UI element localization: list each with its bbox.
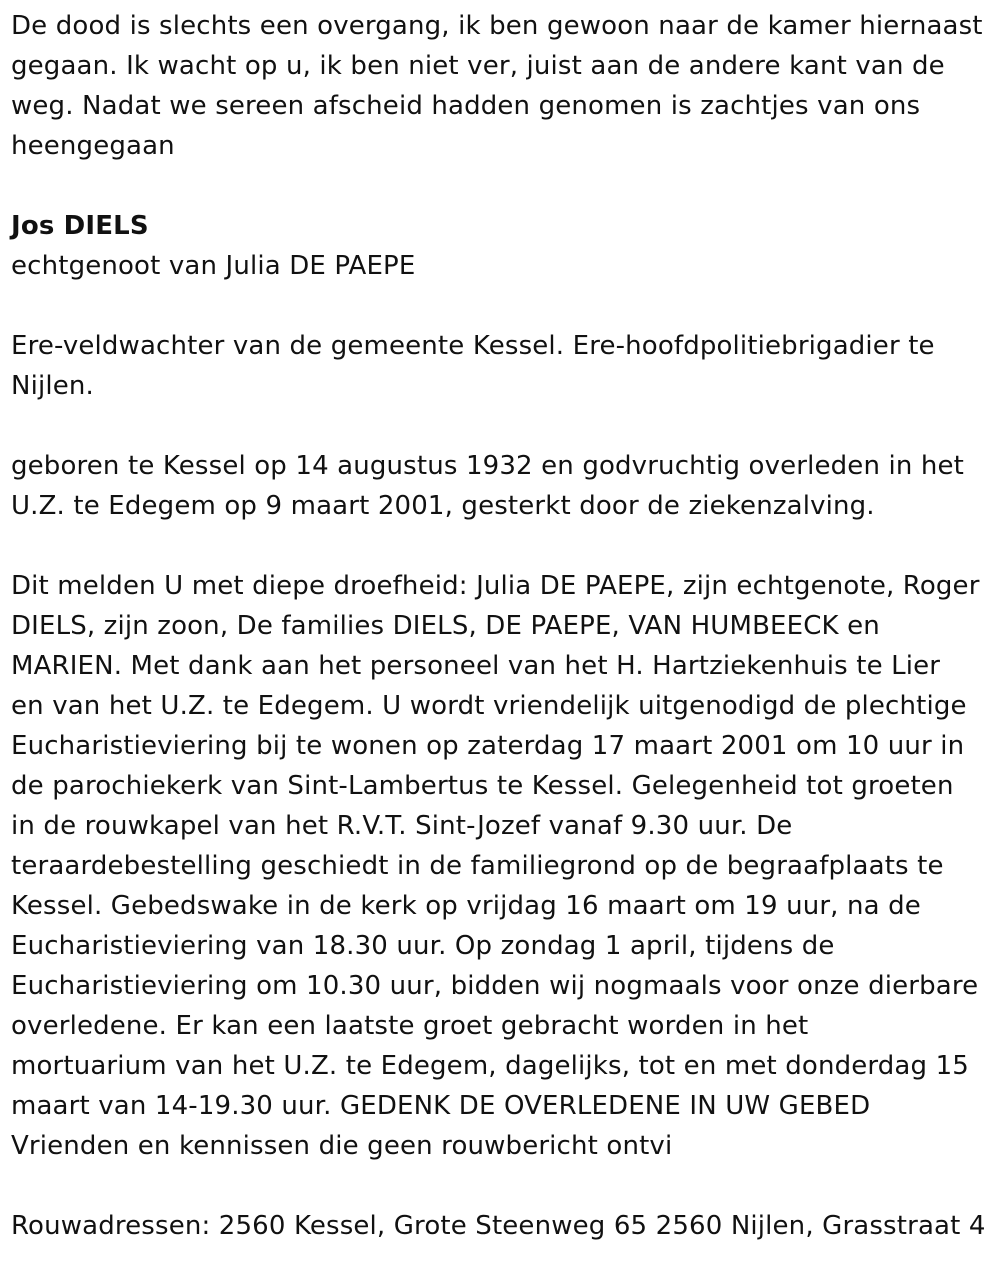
announcement-line: in de rouwkapel van het R.V.T. Sint-Jozef vanaf 9.30 uur. De — [11, 811, 793, 841]
announcement-line: Kessel. Gebedswake in de kerk op vrijdag 16 maart om 19 uur, na de — [11, 891, 921, 921]
announcement-line: teraardebestelling geschiedt in de familiegrond op de begraafplaats te — [11, 851, 944, 881]
announcement-line: Vrienden en kennissen die geen rouwbericht ontvi — [11, 1131, 673, 1161]
announcement-line: DIELS, zijn zoon, De families DIELS, DE PAEPE, VAN HUMBEECK en — [11, 611, 880, 641]
intro-line: heengegaan — [11, 131, 175, 161]
birth-death-paragraph — [11, 446, 990, 526]
announcement-line: de parochiekerk van Sint-Lambertus te Kessel. Gelegenheid tot groeten — [11, 771, 954, 801]
intro-line: De dood is slechts een overgang, ik ben gewoon naar de kamer hiernaast — [11, 11, 983, 41]
announcement-line: en van het U.Z. te Edegem. U wordt vriendelijk uitgenodigd de plechtige — [11, 691, 967, 721]
occupation-line: Ere-veldwachter van de gemeente Kessel. Ere-hoofdpolitiebrigadier te — [11, 331, 935, 361]
announcement-line: Dit melden U met diepe droefheid: Julia DE PAEPE, zijn echtgenote, Roger — [11, 571, 980, 601]
addresses-line: Rouwadressen: 2560 Kessel, Grote Steenweg 65 2560 Nijlen, Grasstraat 4 — [11, 1211, 986, 1241]
announcement-line: maart van 14-19.30 uur. GEDENK DE OVERLEDENE IN UW GEBED — [11, 1091, 871, 1121]
deceased-name: Jos DIELS — [11, 211, 149, 241]
announcement-line: overledene. Er kan een laatste groet gebracht worden in het — [11, 1011, 809, 1041]
birth-death-line: geboren te Kessel op 14 augustus 1932 en godvruchtig overleden in het — [11, 451, 965, 481]
birth-death-line: U.Z. te Edegem op 9 maart 2001, gesterkt door de ziekenzalving. — [11, 491, 875, 521]
spouse-line: echtgenoot van Julia DE PAEPE — [11, 251, 416, 281]
occupation-line: Nijlen. — [11, 371, 94, 401]
announcement-line: Eucharistieviering bij te wonen op zaterdag 17 maart 2001 om 10 uur in — [11, 731, 965, 761]
intro-paragraph — [11, 6, 990, 166]
announcement-line: Eucharistieviering om 10.30 uur, bidden wij nogmaals voor onze dierbare — [11, 971, 979, 1001]
intro-line: gegaan. Ik wacht op u, ik ben niet ver, juist aan de andere kant van de — [11, 51, 945, 81]
announcement-paragraph — [11, 566, 990, 1166]
intro-line: weg. Nadat we sereen afscheid hadden genomen is zachtjes van ons — [11, 91, 921, 121]
announcement-line: MARIEN. Met dank aan het personeel van het H. Hartziekenhuis te Lier — [11, 651, 941, 681]
occupation-paragraph — [11, 326, 990, 406]
announcement-line: Eucharistieviering van 18.30 uur. Op zondag 1 april, tijdens de — [11, 931, 835, 961]
announcement-line: mortuarium van het U.Z. te Edegem, dagelijks, tot en met donderdag 15 — [11, 1051, 969, 1081]
